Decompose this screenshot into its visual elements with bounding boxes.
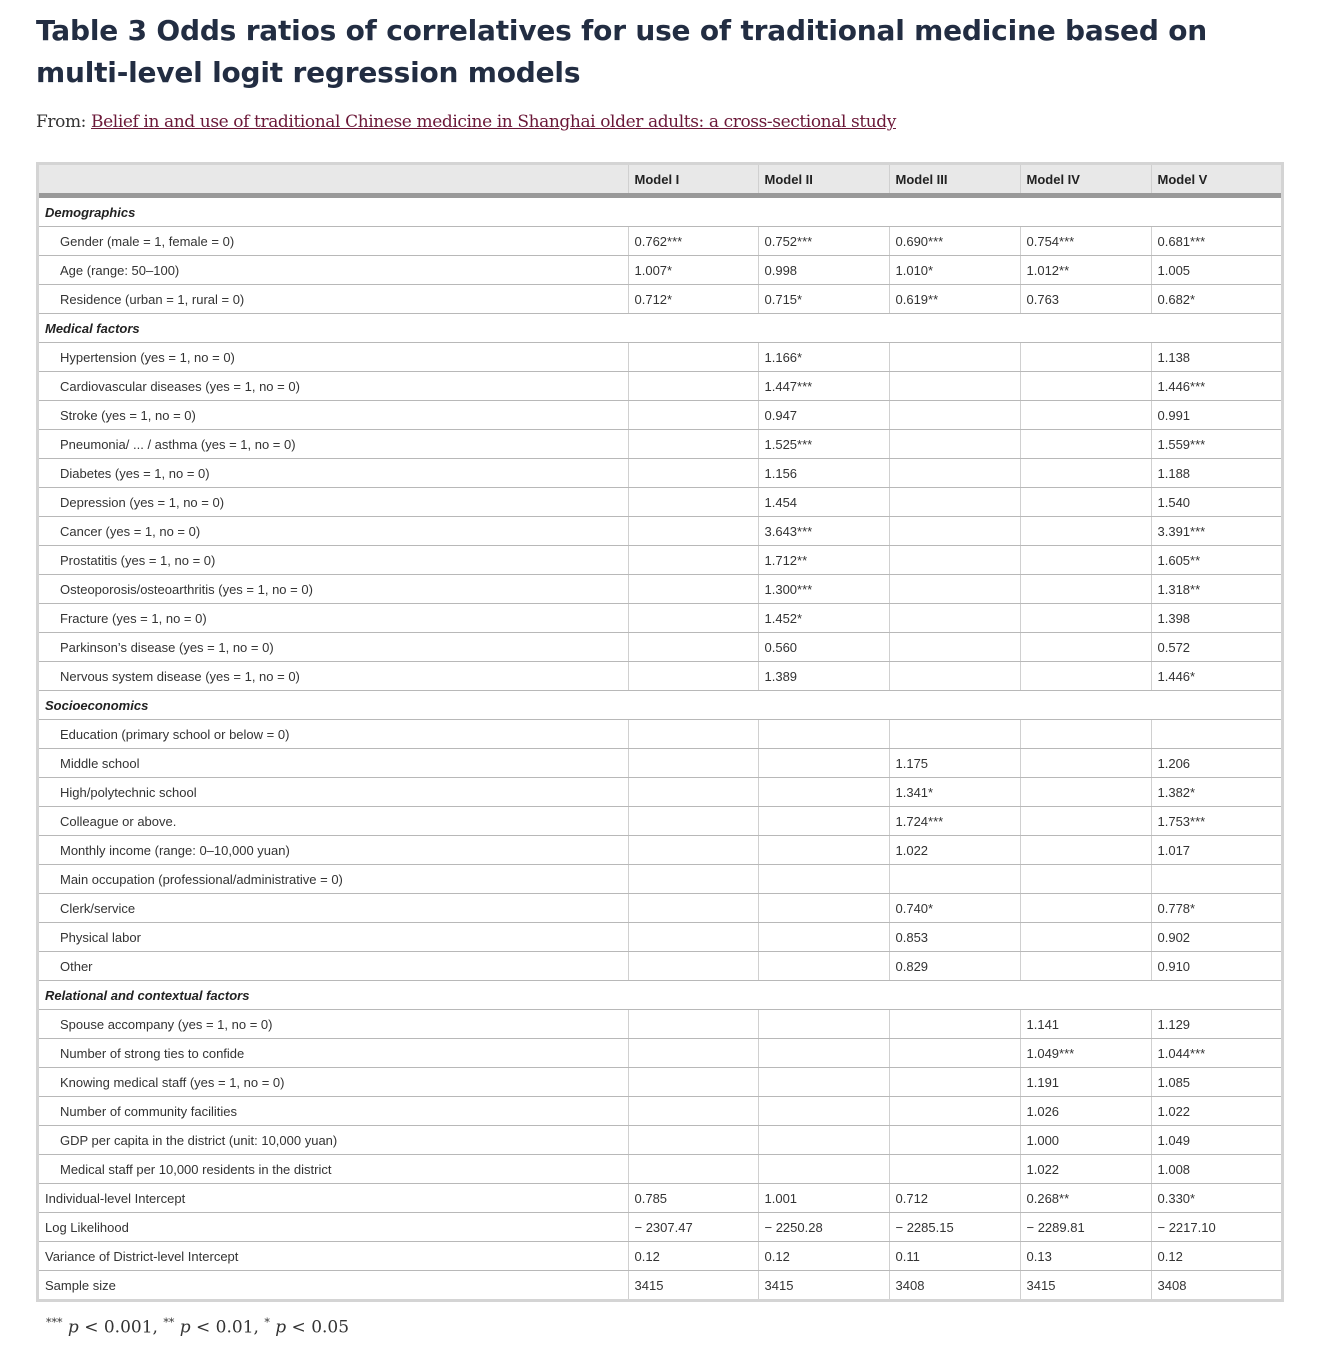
value-cell: [628, 923, 758, 952]
value-cell: [758, 720, 889, 749]
value-cell: 1.188: [1151, 459, 1281, 488]
value-cell: 0.560: [758, 633, 889, 662]
row-label: Gender (male = 1, female = 0): [39, 227, 628, 256]
value-cell: [758, 952, 889, 981]
section-header-row: [39, 691, 1281, 720]
table-row: [39, 1155, 1281, 1184]
value-cell: [1020, 836, 1151, 865]
row-label: Number of community facilities: [39, 1097, 628, 1126]
value-cell: 1.191: [1020, 1068, 1151, 1097]
value-cell: [889, 517, 1020, 546]
value-cell: [889, 1155, 1020, 1184]
value-cell: [628, 749, 758, 778]
value-cell: [758, 1155, 889, 1184]
value-cell: 0.712: [889, 1184, 1020, 1213]
value-cell: [628, 430, 758, 459]
row-label: Fracture (yes = 1, no = 0): [39, 604, 628, 633]
row-label: Variance of District-level Intercept: [39, 1242, 628, 1271]
value-cell: 1.022: [1020, 1155, 1151, 1184]
value-cell: 1.141: [1020, 1010, 1151, 1039]
value-cell: [889, 662, 1020, 691]
value-cell: 1.540: [1151, 488, 1281, 517]
table-row: [39, 256, 1281, 285]
value-cell: − 2250.28: [758, 1213, 889, 1242]
value-cell: [1020, 894, 1151, 923]
value-cell: [628, 807, 758, 836]
value-cell: 1.605**: [1151, 546, 1281, 575]
value-cell: 1.447***: [758, 372, 889, 401]
value-cell: [889, 1097, 1020, 1126]
row-label: Physical labor: [39, 923, 628, 952]
value-cell: 3.643***: [758, 517, 889, 546]
table-row: [39, 285, 1281, 314]
column-header-model: Model II: [758, 165, 889, 196]
value-cell: [628, 894, 758, 923]
table-row: [39, 459, 1281, 488]
value-cell: 0.763: [1020, 285, 1151, 314]
value-cell: [889, 401, 1020, 430]
value-cell: [889, 372, 1020, 401]
value-cell: 1.300***: [758, 575, 889, 604]
row-label: Education (primary school or below = 0): [39, 720, 628, 749]
value-cell: [628, 1039, 758, 1068]
value-cell: [628, 720, 758, 749]
threshold-text: < 0.001,: [78, 1317, 164, 1338]
value-cell: [889, 430, 1020, 459]
value-cell: [758, 749, 889, 778]
value-cell: [628, 343, 758, 372]
value-cell: 1.206: [1151, 749, 1281, 778]
row-label: Individual-level Intercept: [39, 1184, 628, 1213]
value-cell: [889, 1126, 1020, 1155]
row-label: Prostatitis (yes = 1, no = 0): [39, 546, 628, 575]
value-cell: [628, 546, 758, 575]
value-cell: 0.572: [1151, 633, 1281, 662]
table-row: [39, 662, 1281, 691]
value-cell: 1.044***: [1151, 1039, 1281, 1068]
value-cell: [889, 1039, 1020, 1068]
value-cell: [889, 633, 1020, 662]
value-cell: 1.753***: [1151, 807, 1281, 836]
value-cell: [628, 1068, 758, 1097]
row-label: High/polytechnic school: [39, 778, 628, 807]
value-cell: 0.12: [628, 1242, 758, 1271]
value-cell: [628, 1097, 758, 1126]
value-cell: − 2307.47: [628, 1213, 758, 1242]
value-cell: [628, 662, 758, 691]
row-label: Diabetes (yes = 1, no = 0): [39, 459, 628, 488]
value-cell: 1.156: [758, 459, 889, 488]
table-row: [39, 1213, 1281, 1242]
section-label: Relational and contextual factors: [39, 981, 1281, 1010]
value-cell: 1.007*: [628, 256, 758, 285]
table-row: [39, 1039, 1281, 1068]
value-cell: [758, 836, 889, 865]
value-cell: [758, 807, 889, 836]
value-cell: 0.991: [1151, 401, 1281, 430]
value-cell: 3415: [628, 1271, 758, 1300]
value-cell: 0.681***: [1151, 227, 1281, 256]
value-cell: [1020, 546, 1151, 575]
value-cell: [628, 1155, 758, 1184]
value-cell: 1.022: [889, 836, 1020, 865]
row-label: Osteoporosis/osteoarthritis (yes = 1, no = 0): [39, 575, 628, 604]
table-row: [39, 1126, 1281, 1155]
value-cell: 1.341*: [889, 778, 1020, 807]
value-cell: 0.12: [1151, 1242, 1281, 1271]
value-cell: [1020, 807, 1151, 836]
value-cell: [1020, 575, 1151, 604]
table-row: [39, 227, 1281, 256]
value-cell: [628, 865, 758, 894]
section-label: Socioeconomics: [39, 691, 1281, 720]
value-cell: [1151, 720, 1281, 749]
value-cell: [1020, 517, 1151, 546]
value-cell: [1020, 343, 1151, 372]
value-cell: 1.010*: [889, 256, 1020, 285]
value-cell: [889, 488, 1020, 517]
value-cell: [889, 1068, 1020, 1097]
table-container: [36, 162, 1284, 1302]
row-label: Residence (urban = 1, rural = 0): [39, 285, 628, 314]
value-cell: 1.026: [1020, 1097, 1151, 1126]
column-header-variable: [39, 165, 628, 196]
value-cell: [1020, 488, 1151, 517]
value-cell: 1.175: [889, 749, 1020, 778]
table-row: [39, 546, 1281, 575]
value-cell: [1020, 952, 1151, 981]
odds-ratio-table: [39, 165, 1281, 1299]
significance-stars: **: [163, 1316, 175, 1329]
value-cell: [628, 778, 758, 807]
value-cell: 0.762***: [628, 227, 758, 256]
value-cell: 0.785: [628, 1184, 758, 1213]
row-label: Knowing medical staff (yes = 1, no = 0): [39, 1068, 628, 1097]
value-cell: [628, 459, 758, 488]
value-cell: 1.398: [1151, 604, 1281, 633]
table-row: [39, 604, 1281, 633]
value-cell: [889, 546, 1020, 575]
table-row: [39, 865, 1281, 894]
value-cell: 1.724***: [889, 807, 1020, 836]
table-row: [39, 575, 1281, 604]
section-label: Demographics: [39, 196, 1281, 227]
value-cell: 3.391***: [1151, 517, 1281, 546]
value-cell: 0.998: [758, 256, 889, 285]
value-cell: [889, 865, 1020, 894]
value-cell: [889, 575, 1020, 604]
value-cell: [628, 488, 758, 517]
value-cell: [758, 1097, 889, 1126]
value-cell: 0.690***: [889, 227, 1020, 256]
row-label: Cardiovascular diseases (yes = 1, no = 0): [39, 372, 628, 401]
row-label: Pneumonia/ ... / asthma (yes = 1, no = 0): [39, 430, 628, 459]
row-label: Stroke (yes = 1, no = 0): [39, 401, 628, 430]
value-cell: 1.022: [1151, 1097, 1281, 1126]
value-cell: 0.754***: [1020, 227, 1151, 256]
value-cell: [1020, 459, 1151, 488]
value-cell: [1020, 865, 1151, 894]
value-cell: 3415: [758, 1271, 889, 1300]
value-cell: 1.049: [1151, 1126, 1281, 1155]
value-cell: [628, 604, 758, 633]
p-symbol: p: [67, 1317, 79, 1338]
value-cell: − 2217.10: [1151, 1213, 1281, 1242]
table-row: [39, 1271, 1281, 1300]
table-row: [39, 372, 1281, 401]
value-cell: [628, 633, 758, 662]
source-line: [36, 112, 1291, 132]
row-label: Depression (yes = 1, no = 0): [39, 488, 628, 517]
table-row: [39, 1184, 1281, 1213]
table-row: [39, 807, 1281, 836]
row-label: Spouse accompany (yes = 1, no = 0): [39, 1010, 628, 1039]
value-cell: 1.008: [1151, 1155, 1281, 1184]
value-cell: [1020, 372, 1151, 401]
value-cell: 1.012**: [1020, 256, 1151, 285]
value-cell: 0.330*: [1151, 1184, 1281, 1213]
section-header-row: [39, 314, 1281, 343]
table-row: [39, 430, 1281, 459]
value-cell: [758, 865, 889, 894]
value-cell: 1.382*: [1151, 778, 1281, 807]
value-cell: [889, 343, 1020, 372]
from-label: From:: [36, 112, 87, 132]
section-label: Medical factors: [39, 314, 1281, 343]
value-cell: − 2285.15: [889, 1213, 1020, 1242]
significance-footnote: [36, 1316, 1291, 1338]
source-article-link[interactable]: Belief in and use of traditional Chinese medicine in Shanghai older adults: a cross-sectional study: [91, 112, 896, 132]
value-cell: [889, 459, 1020, 488]
value-cell: [889, 1010, 1020, 1039]
table-row: [39, 894, 1281, 923]
table-row: [39, 1010, 1281, 1039]
significance-stars: ***: [46, 1316, 63, 1329]
table-row: [39, 1068, 1281, 1097]
table-row: [39, 488, 1281, 517]
p-symbol: p: [179, 1317, 191, 1338]
value-cell: 1.001: [758, 1184, 889, 1213]
value-cell: [758, 1068, 889, 1097]
table-row: [39, 720, 1281, 749]
value-cell: [628, 401, 758, 430]
value-cell: 0.712*: [628, 285, 758, 314]
value-cell: [628, 372, 758, 401]
table-row: [39, 778, 1281, 807]
value-cell: [628, 836, 758, 865]
row-label: Main occupation (professional/administrative = 0): [39, 865, 628, 894]
table-body: [39, 196, 1281, 1300]
value-cell: [758, 1126, 889, 1155]
value-cell: [628, 952, 758, 981]
table-row: [39, 836, 1281, 865]
value-cell: 0.12: [758, 1242, 889, 1271]
value-cell: 1.452*: [758, 604, 889, 633]
value-cell: 1.166*: [758, 343, 889, 372]
value-cell: 0.619**: [889, 285, 1020, 314]
threshold-text: < 0.05: [286, 1317, 350, 1338]
p-symbol: p: [275, 1317, 287, 1338]
value-cell: [628, 517, 758, 546]
value-cell: [1020, 604, 1151, 633]
value-cell: 0.682*: [1151, 285, 1281, 314]
table-row: [39, 343, 1281, 372]
value-cell: [1020, 923, 1151, 952]
row-label: Colleague or above.: [39, 807, 628, 836]
row-label: Hypertension (yes = 1, no = 0): [39, 343, 628, 372]
value-cell: [1151, 865, 1281, 894]
value-cell: 0.829: [889, 952, 1020, 981]
row-label: Nervous system disease (yes = 1, no = 0): [39, 662, 628, 691]
row-label: Clerk/service: [39, 894, 628, 923]
value-cell: 1.085: [1151, 1068, 1281, 1097]
value-cell: 1.712**: [758, 546, 889, 575]
value-cell: [628, 1010, 758, 1039]
table-header-row: [39, 165, 1281, 196]
value-cell: [889, 720, 1020, 749]
column-header-model: Model IV: [1020, 165, 1151, 196]
section-header-row: [39, 196, 1281, 227]
value-cell: 1.138: [1151, 343, 1281, 372]
value-cell: 1.389: [758, 662, 889, 691]
value-cell: 0.13: [1020, 1242, 1151, 1271]
value-cell: [1020, 662, 1151, 691]
row-label: Age (range: 50–100): [39, 256, 628, 285]
value-cell: 1.446*: [1151, 662, 1281, 691]
value-cell: 0.268**: [1020, 1184, 1151, 1213]
table-row: [39, 923, 1281, 952]
value-cell: [758, 1039, 889, 1068]
value-cell: 0.715*: [758, 285, 889, 314]
value-cell: [1020, 633, 1151, 662]
value-cell: 0.902: [1151, 923, 1281, 952]
value-cell: [628, 1126, 758, 1155]
value-cell: [628, 575, 758, 604]
table-row: [39, 401, 1281, 430]
value-cell: [889, 604, 1020, 633]
table-row: [39, 633, 1281, 662]
value-cell: 1.049***: [1020, 1039, 1151, 1068]
value-cell: 1.559***: [1151, 430, 1281, 459]
value-cell: 1.005: [1151, 256, 1281, 285]
value-cell: [1020, 401, 1151, 430]
table-row: [39, 952, 1281, 981]
value-cell: 0.740*: [889, 894, 1020, 923]
row-label: Log Likelihood: [39, 1213, 628, 1242]
column-header-model: Model V: [1151, 165, 1281, 196]
row-label: Medical staff per 10,000 residents in the district: [39, 1155, 628, 1184]
table-row: [39, 1242, 1281, 1271]
value-cell: 1.017: [1151, 836, 1281, 865]
value-cell: 1.454: [758, 488, 889, 517]
table-row: [39, 1097, 1281, 1126]
value-cell: 1.446***: [1151, 372, 1281, 401]
row-label: Cancer (yes = 1, no = 0): [39, 517, 628, 546]
section-header-row: [39, 981, 1281, 1010]
value-cell: 1.318**: [1151, 575, 1281, 604]
value-cell: − 2289.81: [1020, 1213, 1151, 1242]
row-label: Monthly income (range: 0–10,000 yuan): [39, 836, 628, 865]
value-cell: 0.752***: [758, 227, 889, 256]
column-header-model: Model I: [628, 165, 758, 196]
value-cell: [1020, 720, 1151, 749]
threshold-text: < 0.01,: [190, 1317, 265, 1338]
value-cell: 1.000: [1020, 1126, 1151, 1155]
value-cell: 3408: [1151, 1271, 1281, 1300]
significance-stars: *: [264, 1316, 270, 1329]
value-cell: [1020, 778, 1151, 807]
value-cell: 0.947: [758, 401, 889, 430]
value-cell: [758, 894, 889, 923]
value-cell: 3415: [1020, 1271, 1151, 1300]
page-title: Table 3 Odds ratios of correlatives for use of traditional medicine based on multi-level logit regression models: [36, 14, 1207, 89]
row-label: Number of strong ties to confide: [39, 1039, 628, 1068]
value-cell: [758, 778, 889, 807]
row-label: Other: [39, 952, 628, 981]
table-row: [39, 517, 1281, 546]
value-cell: 1.129: [1151, 1010, 1281, 1039]
row-label: GDP per capita in the district (unit: 10,000 yuan): [39, 1126, 628, 1155]
value-cell: [758, 923, 889, 952]
value-cell: [1020, 430, 1151, 459]
value-cell: 3408: [889, 1271, 1020, 1300]
value-cell: 0.853: [889, 923, 1020, 952]
value-cell: 0.11: [889, 1242, 1020, 1271]
value-cell: 1.525***: [758, 430, 889, 459]
column-header-model: Model III: [889, 165, 1020, 196]
value-cell: 0.778*: [1151, 894, 1281, 923]
value-cell: [1020, 749, 1151, 778]
row-label: Parkinson’s disease (yes = 1, no = 0): [39, 633, 628, 662]
table-row: [39, 749, 1281, 778]
row-label: Sample size: [45, 1277, 116, 1293]
value-cell: [758, 1010, 889, 1039]
row-label: Middle school: [39, 749, 628, 778]
value-cell: 0.910: [1151, 952, 1281, 981]
